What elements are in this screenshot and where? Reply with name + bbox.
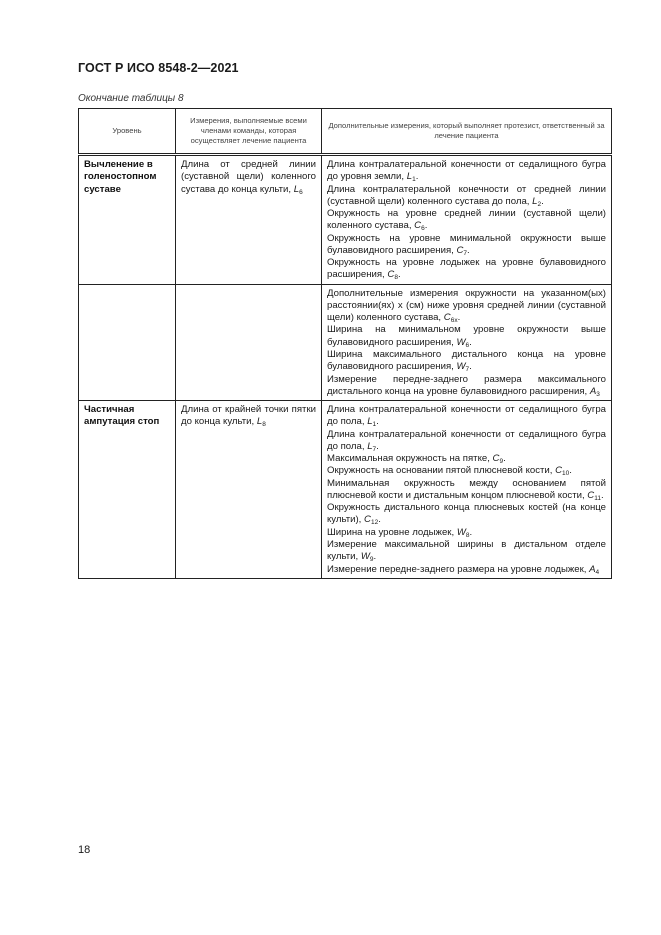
measurement-end: . [415,171,419,183]
column-header-team-measurements: Измерения, выполняемые всеми членами команды, которая осуществляет лечение пациента [176,109,322,155]
measurement-symbol: C [387,269,395,281]
measurement-subscript: 6 [299,188,303,196]
measurement-subscript: 12 [370,519,379,527]
measurement-subscript: 11 [594,494,601,502]
measurement-text: Окружность на уровне средней линии (суставной щели) коленного сустава, [327,208,606,232]
measurement-subscript: 10 [562,470,570,478]
measurement-end: . [376,440,379,452]
measurement-subscript: 6x [450,317,458,325]
measurement-subscript: 4 [595,568,600,576]
measurement-text: Длина от средней линии (суставной щели) коленного сустава до конца культи, [181,159,316,195]
measurement-text: Измерение максимальной ширины в дистальном отделе культи, [327,538,606,563]
measurement-item [327,478,606,503]
measurement-symbol: C [414,220,422,232]
team-measurements-cell [176,401,322,579]
measurement-text: Дополнительные измерения окружности на указанном(ых) расстоянии(ях) x (см) ниже уровня средней линии (суставной щели) коленного сустава, [327,287,606,324]
measurement-item [181,404,316,429]
prosthetist-measurements-cell [322,155,612,285]
measurement-end: . [503,453,506,465]
level-cell [79,284,176,400]
measurement-symbol: A [589,385,597,397]
measurement-end: . [424,220,428,232]
measurement-end: . [457,312,461,324]
prosthetist-measurements-cell [322,401,612,579]
measurement-item [327,453,606,465]
measurement-symbol: A [589,563,596,575]
table-row [79,284,612,400]
measurement-end: . [469,336,472,348]
measurement-text: Измерение передне-заднего размера на уровне лодыжек, [327,563,590,575]
measurement-end: . [373,551,377,563]
measurement-item [327,233,606,258]
measurement-subscript: 8 [262,421,266,429]
measurement-text: Измерение передне-заднего размера максимального дистального конца на уровне булавовидного расширения, [327,373,606,397]
measurement-symbol: W [456,336,466,348]
measurement-item [327,159,606,184]
measurement-subscript: 2 [537,200,542,208]
level-cell: Частичная ампутация стоп [79,401,176,579]
measurement-end: . [397,269,401,281]
measurement-text: Длина контралатеральной конечности от седалищного бугра до пола, [327,404,606,428]
measurement-text: Длина контралатеральной конечности от средней линии (суставной щели) коленного сустава до пола, [327,183,606,207]
measurement-text: Минимальная окружность между основанием пятой плюсневой кости и дистальным концом плюсневой кости, [327,477,606,501]
table-body [79,155,612,579]
measurement-subscript: 6 [465,341,470,349]
measurement-item [327,184,606,209]
measurement-text: Окружность дистального конца плюсневых костей (на конце культи), [327,502,606,526]
measurement-text: Окружность на уровне минимальной окружности выше булавовидного расширения, [327,232,606,256]
measurement-symbol: C [456,244,464,256]
measurement-text: Окружность на уровне лодыжек на уровне булавовидного расширения, [327,257,606,281]
measurement-subscript: 1 [412,176,416,184]
table-row [79,401,612,579]
measurement-item [327,374,606,399]
measurement-subscript: 9 [499,458,504,466]
measurement-symbol: L [406,171,413,183]
level-cell: Вычленение в голеностопном суставе [79,155,176,285]
measurement-text: Длина от крайней точки пятки до конца культи, [181,404,316,428]
table-caption: Окончание таблицы 8 [78,93,184,104]
measurement-item [327,429,606,454]
measurement-end: . [469,361,472,373]
measurement-symbol: W [456,361,466,373]
column-header-prosthetist-measurements: Дополнительные измерения, который выполняет протезист, ответственный за лечение пациента [322,109,612,155]
measurement-end: . [467,244,470,256]
measurement-symbol: C [443,312,451,324]
table-row [79,155,612,285]
measurement-item [181,159,316,196]
measurement-end: . [378,514,381,526]
measurement-text: Ширина максимального дистального конца на уровне булавовидного расширения, [327,348,606,373]
measurement-symbol: C [492,453,500,465]
measurement-subscript: 3 [596,390,600,398]
measurement-subscript: 8 [394,274,398,282]
measurement-text: Длина контралатеральной конечности от седалищного бугра до уровня земли, [327,159,606,183]
measurement-text: Длина контралатеральной конечности от седалищного бугра до пола, [327,428,606,452]
measurement-item [327,465,606,477]
measurement-subscript: 8 [465,531,470,539]
measurement-item [327,527,606,539]
measurements-table [78,108,612,579]
team-measurements-cell [176,284,322,400]
table-header-row [79,109,612,155]
prosthetist-measurements-cell [322,284,612,400]
measurement-text: Максимальная окружность на пятке, [327,453,493,465]
measurement-subscript: 1 [372,421,377,429]
measurement-end: . [469,526,473,538]
measurement-symbol: W [360,551,370,563]
column-header-level: Уровень [79,109,176,155]
measurement-text: Окружность на основании пятой плюсневой кости, [327,465,556,477]
measurement-symbol: C [364,514,371,526]
page-number: 18 [78,844,91,856]
measurement-symbol: W [456,526,466,538]
team-measurements-cell [176,155,322,285]
measurement-end: . [541,195,544,207]
measurement-end: . [569,465,572,477]
measurement-end: . [600,489,604,501]
measurement-item [327,324,606,349]
measurement-symbol: C [555,465,563,477]
measurement-item [327,502,606,527]
measurement-subscript: 7 [463,249,468,257]
measurement-symbol: L [367,416,373,428]
measurement-end: . [376,416,379,428]
measurement-item [327,349,606,374]
document-header: ГОСТ Р ИСО 8548-2—2021 [78,61,239,75]
measurement-item [327,404,606,429]
measurement-subscript: 9 [369,556,374,564]
measurement-symbol: L [293,183,300,195]
measurement-symbol: C [587,489,595,501]
measurement-symbol: L [367,440,373,452]
measurement-subscript: 6 [421,225,425,233]
measurement-text: Ширина на уровне лодыжек, [327,526,457,538]
measurement-item [327,539,606,564]
measurement-subscript: 7 [372,445,377,453]
measurement-item [327,288,606,325]
measurement-subscript: 7 [465,366,470,374]
measurement-item [327,208,606,233]
measurement-item [327,257,606,282]
measurement-symbol: L [532,195,538,207]
measurement-symbol: L [256,416,263,428]
measurement-text: Ширина на минимальном уровне окружности выше булавовидного расширения, [327,324,606,348]
measurement-item [327,564,606,576]
